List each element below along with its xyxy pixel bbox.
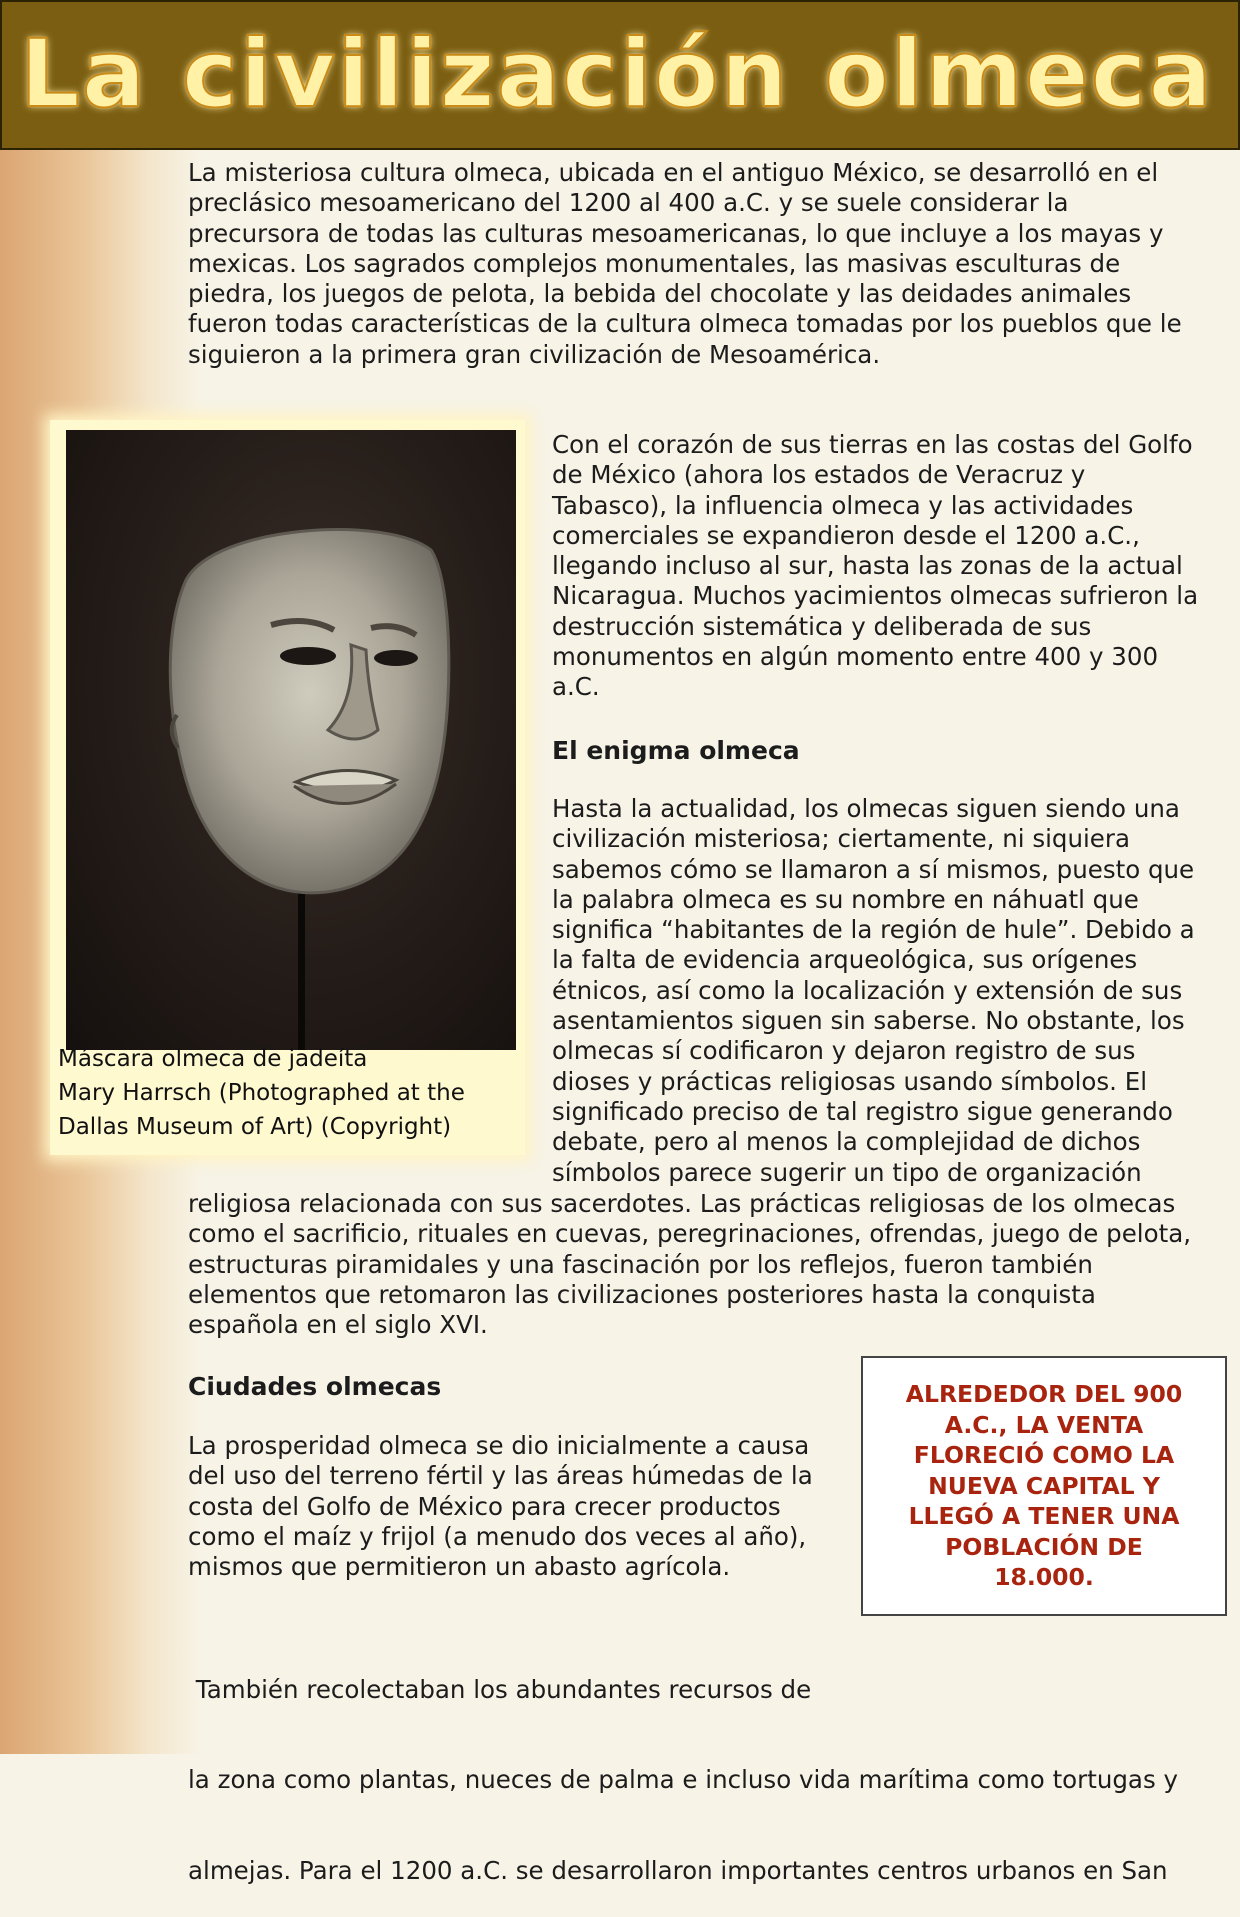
text-line: del uso del terreno fértil y las áreas húmedas de la [188, 1461, 813, 1491]
text-line: dioses y prácticas religiosas usando símbolos. El [552, 1066, 1148, 1096]
text-line: de México (ahora los estados de Veracruz y [552, 460, 1086, 490]
callout-line: NUEVA CAPITAL Y [928, 1471, 1160, 1500]
text-line: olmecas sí codificaron y dejaron registro de sus [552, 1036, 1136, 1066]
olmec-jade-mask-image [66, 430, 516, 1050]
text-line: étnicos, así como la localización y extensión de sus [552, 975, 1183, 1005]
callout-text [906, 1379, 1182, 1593]
text-line: precursora de todas las culturas mesoamericanas, lo que incluye a los mayas y [188, 218, 1164, 248]
text-line: monumentos en algún momento entre 400 y 300 [552, 642, 1159, 672]
text-line: llegando incluso al sur, hasta las zonas de la actual [552, 551, 1183, 581]
text-line: Con el corazón de sus tierras en las costas del Golfo [552, 430, 1193, 459]
intro-paragraph [188, 158, 1182, 370]
text-line: la zona como plantas, nueces de palma e incluso vida marítima como tortugas y [188, 1765, 1178, 1795]
enigma-paragraph-right [552, 794, 1195, 1188]
cities-paragraph-2 [188, 1614, 1178, 1917]
text-line: mismos que permitieron un abasto agrícola. [188, 1552, 731, 1582]
text-line: significa “habitantes de la región de hule”. Debido a [552, 915, 1195, 945]
geography-paragraph [552, 430, 1198, 703]
text-line: Hasta la actualidad, los olmecas siguen siendo una [552, 794, 1180, 823]
text-line: la falta de evidencia arqueológica, sus orígenes [552, 945, 1138, 975]
text-line: debate, pero al menos la complejidad de dichos [552, 1127, 1141, 1157]
text-line: símbolos parece sugerir un tipo de organización [552, 1157, 1142, 1187]
text-line: fueron todas características de la cultura olmeca tomadas por los pueblos que le [188, 309, 1182, 339]
callout-line: 18.000. [994, 1563, 1094, 1592]
text-line: estructuras piramidales y una fascinación por los reflejos, fueron también [188, 1249, 1093, 1279]
text-line: Nicaragua. Muchos yacimientos olmecas sufrieron la [552, 581, 1199, 611]
text-line: asentamientos siguen sin saberse. No obstante, los [552, 1006, 1185, 1036]
caption-line: Máscara olmeca de jadeíta [58, 1046, 368, 1072]
enigma-paragraph-full [188, 1189, 1191, 1340]
callout-line: A.C., LA VENTA [944, 1410, 1144, 1439]
text-line: mexicas. Los sagrados complejos monumentales, las masivas esculturas de [188, 248, 1121, 278]
text-line: La prosperidad olmeca se dio inicialmente a causa [188, 1431, 810, 1460]
section-heading-enigma: El enigma olmeca [552, 736, 800, 765]
text-line: almejas. Para el 1200 a.C. se desarrollaron importantes centros urbanos en San [188, 1856, 1168, 1886]
page-title: La civilización olmeca [20, 20, 1214, 129]
text-line: siguieron a la primera gran civilización de Mesoamérica. [188, 339, 881, 369]
text-line: significado preciso de tal registro sigue generando [552, 1096, 1173, 1126]
callout-line: LLEGÓ A TENER UNA [908, 1502, 1180, 1531]
caption-line: Mary Harrsch (Photographed at the [58, 1080, 465, 1106]
text-line: como el sacrificio, rituales en cuevas, peregrinaciones, ofrendas, juego de pelota, [188, 1219, 1191, 1249]
text-line: Tabasco), la influencia olmeca y las actividades [552, 490, 1134, 520]
text-line: comerciales se expandieron desde el 1200 a.C., [552, 520, 1140, 550]
text-line: como el maíz y frijol (a menudo dos veces al año), [188, 1521, 807, 1551]
figure-caption [58, 1042, 465, 1144]
callout-line: POBLACIÓN DE [945, 1532, 1143, 1561]
text-line: elementos que retomaron las civilizaciones posteriores hasta la conquista [188, 1279, 1096, 1309]
title-banner [0, 0, 1240, 150]
callout-box [861, 1356, 1227, 1616]
text-line: civilización misteriosa; ciertamente, ni siquiera [552, 824, 1130, 854]
text-line: costa del Golfo de México para crecer productos [188, 1491, 781, 1521]
text-line: preclásico mesoamericano del 1200 al 400 a.C. y se suele considerar la [188, 188, 1069, 218]
text-line: sabemos cómo se llamaron a sí mismos, puesto que [552, 854, 1195, 884]
text-line: piedra, los juegos de pelota, la bebida del chocolate y las deidades animales [188, 279, 1132, 309]
caption-line: Dallas Museum of Art) (Copyright) [58, 1114, 452, 1140]
text-line: destrucción sistemática y deliberada de sus [552, 611, 1092, 641]
olmec-mask-photo [66, 430, 516, 1050]
text-line: También recolectaban los abundantes recursos de [188, 1674, 812, 1704]
section-heading-cities: Ciudades olmecas [188, 1372, 442, 1401]
cities-paragraph-1 [188, 1431, 813, 1582]
text-line: religiosa relacionada con sus sacerdotes. Las prácticas religiosas de los olmecas [188, 1189, 1176, 1218]
callout-line: FLORECIÓ COMO LA [913, 1441, 1175, 1470]
text-line: La misteriosa cultura olmeca, ubicada en el antiguo México, se desarrolló en el [188, 158, 1159, 187]
text-line: a.C. [552, 672, 600, 702]
callout-line: ALREDEDOR DEL 900 [905, 1379, 1183, 1408]
figure [50, 420, 525, 1155]
text-line: española en el siglo XVI. [188, 1310, 488, 1340]
text-line: la palabra olmeca es su nombre en náhuatl que [552, 884, 1139, 914]
